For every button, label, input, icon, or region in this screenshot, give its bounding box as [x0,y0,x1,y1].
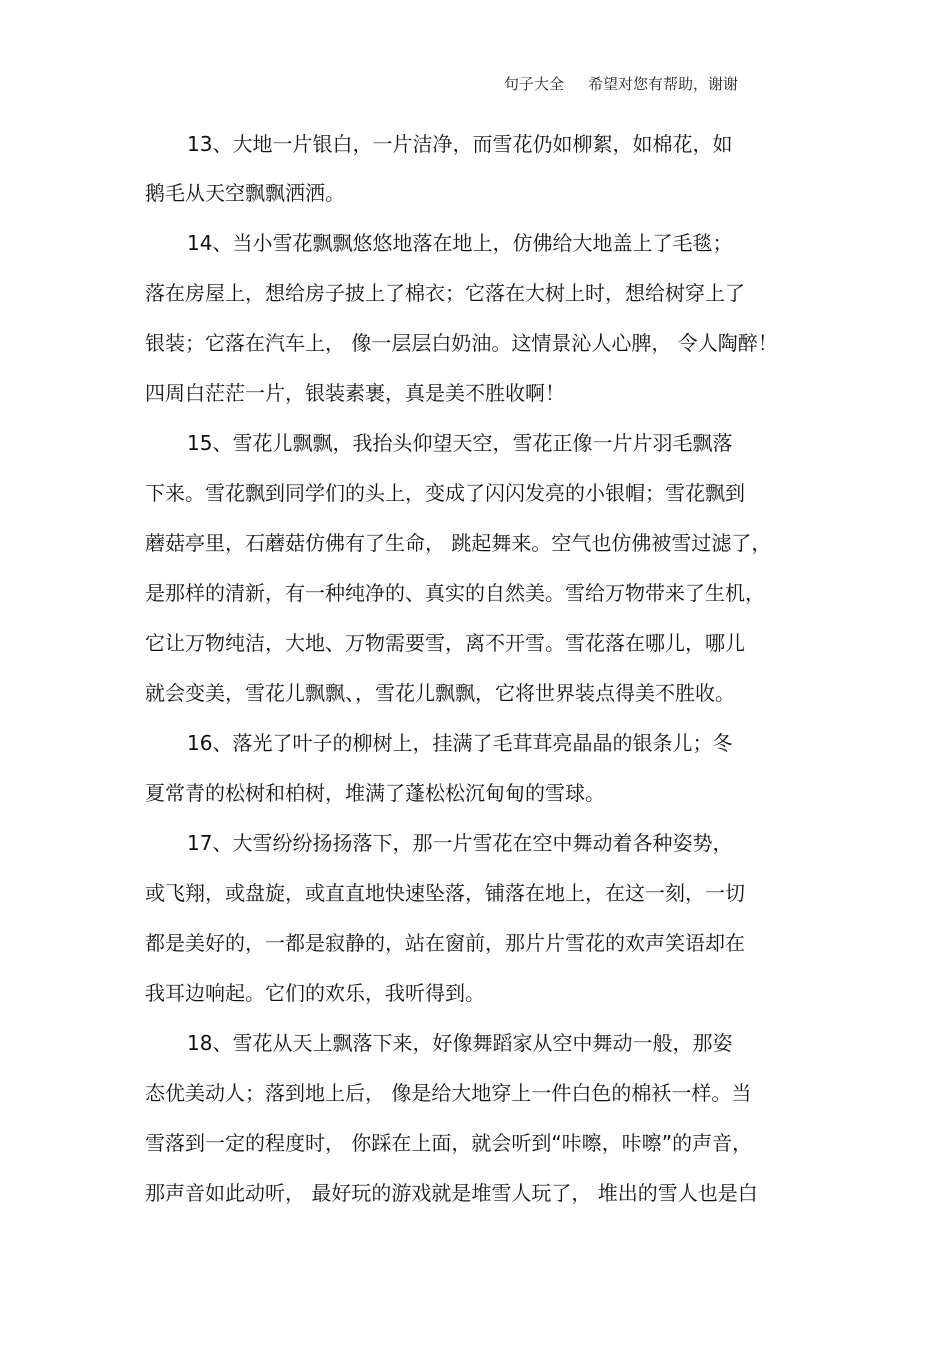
text-line: 16、落光了叶子的柳树上，挂满了毛茸茸亮晶晶的银条儿；冬 [187,731,733,755]
text-line: 蘑菇亭里，石蘑菇仿佛有了生命， 跳起舞来。空气也仿佛被雪过滤了， [145,531,772,555]
text-line: 是那样的清新，有一种纯净的、真实的自然美。雪给万物带来了生机， [145,581,765,605]
text-line: 下来。雪花飘到同学们的头上，变成了闪闪发亮的小银帽；雪花飘到 [145,481,745,505]
text-line: 态优美动人；落到地上后， 像是给大地穿上一件白色的棉袄一样。当 [145,1081,752,1105]
text-line: 鹅毛从天空飘飘洒洒。 [145,181,345,205]
text-line: 或飞翔，或盘旋，或直直地快速坠落，铺落在地上，在这一刻，一切 [145,881,745,905]
text-line: 雪落到一定的程度时， 你踩在上面，就会听到“咔嚓，咔嚓”的声音， [145,1131,753,1155]
page-header [504,73,738,95]
text-line: 我耳边响起。它们的欢乐，我听得到。 [145,981,485,1005]
text-line: 18、雪花从天上飘落下来，好像舞蹈家从空中舞动一般，那姿 [187,1031,733,1055]
text-line: 它让万物纯洁，大地、万物需要雪，离不开雪。雪花落在哪儿，哪儿 [145,631,745,655]
text-line: 就会变美，雪花儿飘飘、，雪花儿飘飘，它将世界装点得美不胜收。 [145,681,735,705]
text-line: 15、雪花儿飘飘，我抬头仰望天空，雪花正像一片片羽毛飘落 [187,431,733,455]
text-line: 落在房屋上，想给房子披上了棉衣；它落在大树上时，想给树穿上了 [145,281,745,305]
text-line: 夏常青的松树和柏树，堆满了蓬松松沉甸甸的雪球。 [145,781,605,805]
text-line: 13、大地一片银白，一片洁净，而雪花仍如柳絮，如棉花，如 [187,132,733,156]
text-line: 都是美好的，一都是寂静的，站在窗前，那片片雪花的欢声笑语却在 [145,931,745,955]
header-right-text: 希望对您有帮助，谢谢 [588,75,739,93]
text-line: 银装；它落在汽车上， 像一层层白奶油。这情景沁人心脾， 令人陶醉！ [145,331,778,355]
text-line: 14、当小雪花飘飘悠悠地落在地上，仿佛给大地盖上了毛毯； [187,231,733,255]
text-line: 那声音如此动听， 最好玩的游戏就是堆雪人玩了， 堆出的雪人也是白 [145,1181,758,1205]
header-left-text: 句子大全 [504,75,565,93]
text-line: 17、大雪纷纷扬扬落下，那一片雪花在空中舞动着各种姿势， [187,831,733,855]
text-line: 四周白茫茫一片，银装素裹，真是美不胜收啊！ [145,381,565,405]
